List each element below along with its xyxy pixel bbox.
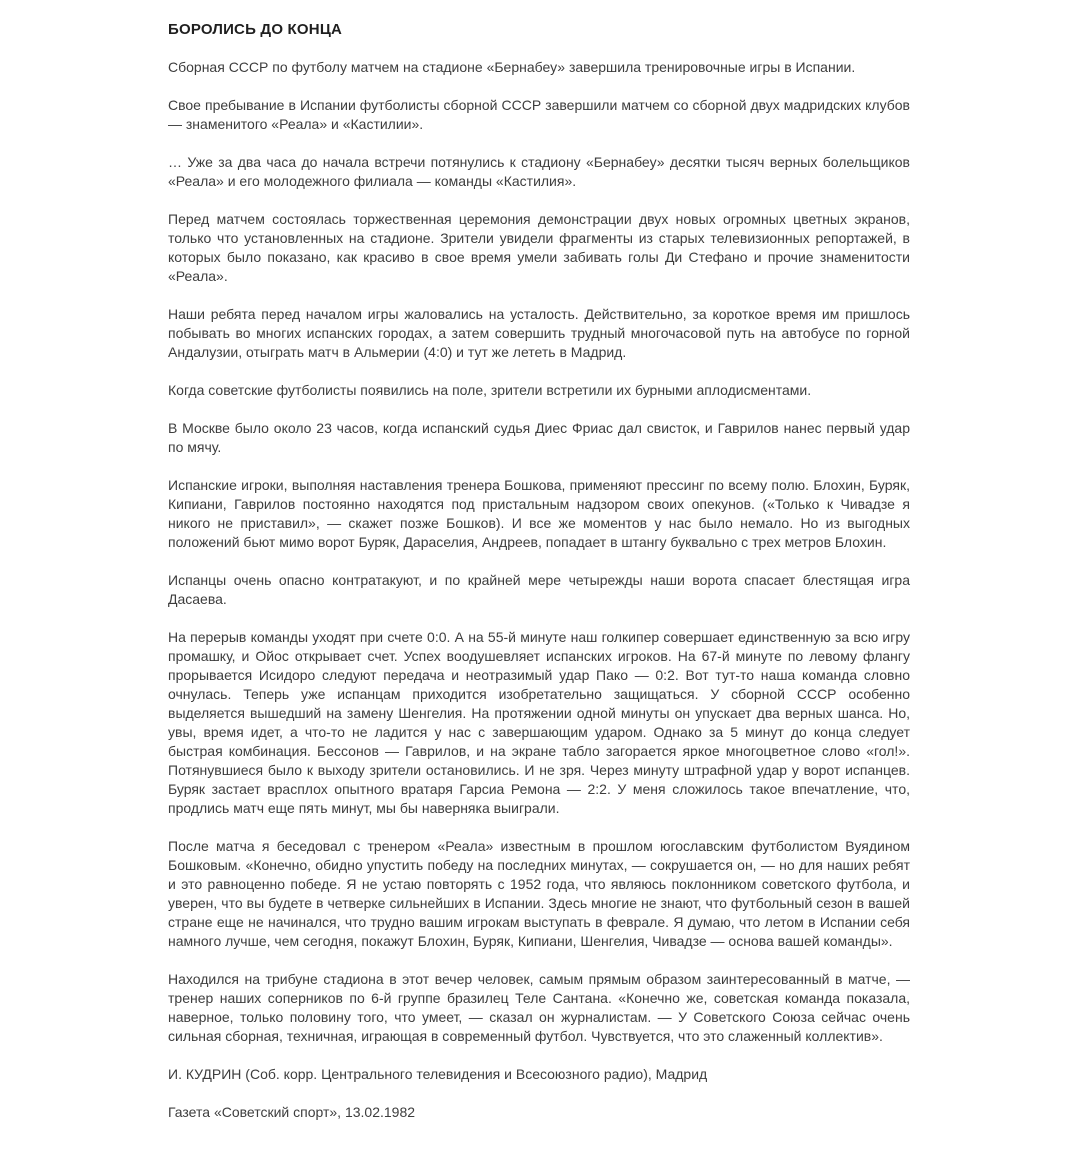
article-title: БОРОЛИСЬ ДО КОНЦА xyxy=(168,21,343,38)
byline: И. КУДРИН (Соб. корр. Центрального телевидения и Всесоюзного радио), Мадрид xyxy=(168,1066,708,1082)
paragraph: Испанцы очень опасно контратакуют, и по крайней мере четырежды наши ворота спасает блестящая игра Дасаева. xyxy=(168,572,910,607)
paragraph: Наши ребята перед началом игры жаловались на усталость. Действительно, за короткое время им пришлось побывать во многих испанских городах, а затем совершить трудный многочасовой путь на автобусе по горной Андалузии, отыграть матч в Альмерии (4:0) и тут же лететь в Мадрид. xyxy=(168,306,910,360)
paragraph: Когда советские футболисты появились на поле, зрители встретили их бурными аплодисментами. xyxy=(168,382,812,398)
paragraph: После матча я беседовал с тренером «Реала» известным в прошлом югославским футболистом Вуядином Бошковым. «Конечно, обидно упустить победу на последних минутах, — сокрушается он, — но для наших ребят и это равноценно победе. Я не устаю повторять с 1952 года, что являюсь поклонником советского футбола, и уверен, что вы будете в четверке сильнейших в Испании. Здесь многие не знают, что футбольный сезон в вашей стране еще не начинался, что трудно вашим игрокам выступать в феврале. Я думаю, что летом в Испании себя намного лучше, чем сегодня, покажут Блохин, Буряк, Кипиани, Шенгелия, Чивадзе — основа вашей команды». xyxy=(168,838,910,949)
paragraph: Перед матчем состоялась торжественная церемония демонстрации двух новых огромных цветных экранов, только что установленных на стадионе. Зрители увидели фрагменты из старых телевизионных репортажей, в которых было показано, как красиво в свое время умели забивать голы Ди Стефано и прочие знаменитости «Реала». xyxy=(168,211,910,284)
paragraph: Находился на трибуне стадиона в этот вечер человек, самым прямым образом заинтересованный в матче, — тренер наших соперников по 6-й группе бразилец Теле Сантана. «Конечно же, советская команда показала, наверное, только половину того, что умеет, — сказал он журналистам. — У Советского Союза сейчас очень сильная сборная, техничная, играющая в современный футбол. Чувствуется, что это слаженный коллектив». xyxy=(168,971,910,1044)
paragraph: Сборная СССР по футболу матчем на стадионе «Бернабеу» завершила тренировочные игры в Испании. xyxy=(168,59,856,75)
paragraph: На перерыв команды уходят при счете 0:0. А на 55-й минуте наш голкипер совершает единственную за всю игру промашку, и Ойос открывает счет. Успех воодушевляет испанских игроков. На 67-й минуте по левому флангу прорывается Исидоро следуют передача и неотразимый удар Пако — 0:2. Вот тут-то наша команда словно очнулась. Теперь уже испанцам приходится изобретательно защищаться. У сборной СССР особенно выделяется вышедший на замену Шенгелия. На протяжении одной минуты он упускает два верных шанса. Но, увы, время идет, а что-то не ладится у нас с завершающим ударом. Однако за 5 минут до конца следует быстрая комбинация. Бессонов — Гаврилов, и на экране табло загорается яркое многоцветное слово «гол!». Потянувшиеся было к выходу зрители остановились. И не зря. Через минуту штрафной удар у ворот испанцев. Буряк застает врасплох опытного вратаря Гарсиа Ремона — 2:2. У меня сложилось такое впечатление, что, продлись матч еще пять минут, мы бы наверняка выиграли. xyxy=(168,629,910,816)
paragraph: … Уже за два часа до начала встречи потянулись к стадиону «Бернабеу» десятки тысяч верных болельщиков «Реала» и его молодежного филиала — команды «Кастилия». xyxy=(168,154,910,189)
paragraph: Испанские игроки, выполняя наставления тренера Бошкова, применяют прессинг по всему полю. Блохин, Буряк, Кипиани, Гаврилов постоянно находятся под пристальным надзором своих опекунов. («Только к Чивадзе я никого не приставил», — скажет позже Бошков). И все же моментов у нас было немало. Но из выгодных положений бьют мимо ворот Буряк, Дараселия, Андреев, попадает в штангу буквально с трех метров Блохин. xyxy=(168,477,910,550)
paragraph: В Москве было около 23 часов, когда испанский судья Диес Фриас дал свисток, и Гаврилов нанес первый удар по мячу. xyxy=(168,420,910,455)
source-line: Газета «Советский спорт», 13.02.1982 xyxy=(168,1104,416,1120)
paragraph: Свое пребывание в Испании футболисты сборной СССР завершили матчем со сборной двух мадридских клубов — знаменитого «Реала» и «Кастилии». xyxy=(168,97,910,132)
